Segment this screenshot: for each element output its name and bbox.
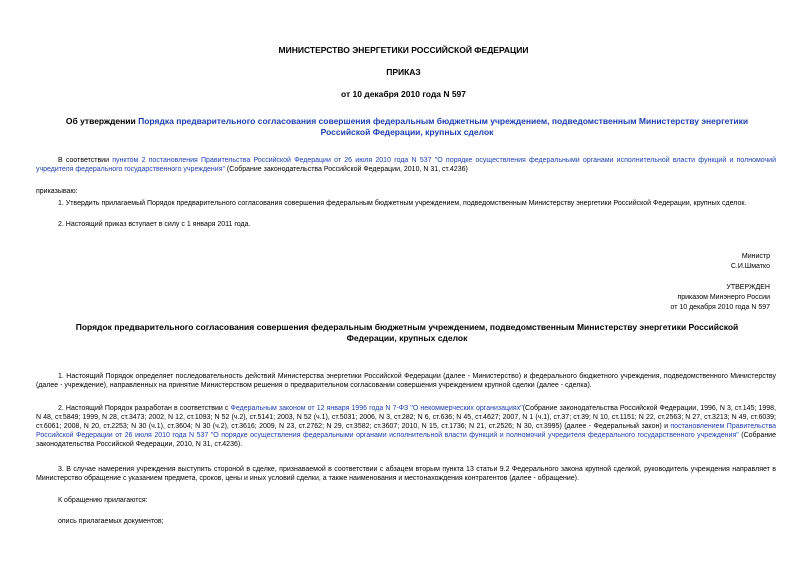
procedure-title: Порядок предварительного согласования совершения федеральным бюджетным учреждением, подведомственным Министерству энергетики Российской Федерации, крупных сделок xyxy=(75,322,739,343)
approval-word: УТВЕРЖДЕН xyxy=(726,284,770,291)
preamble-tail: (Собрание законодательства Российской Федерации, 2010, N 31, ст.4236) xyxy=(224,166,468,173)
order-item-2: 2. Настоящий приказ вступает в силу с 1 января 2011 года. xyxy=(58,221,251,228)
order-word: приказываю: xyxy=(36,188,78,195)
date-number-heading: от 10 декабря 2010 года N 597 xyxy=(340,89,467,99)
procedure-paragraph-2 xyxy=(36,404,776,449)
procedure-paragraph-5: опись прилагаемых документов; xyxy=(58,518,164,525)
order-title xyxy=(52,116,762,138)
approval-line-2: от 10 декабря 2010 года N 597 xyxy=(670,304,770,311)
p2-tail: (Собрание законодательства Российской Федерации, 2010, N 31, ст.4236). xyxy=(36,432,776,448)
order-item-1: 1. Утвердить прилагаемый Порядок предварительного согласования совершения федеральным бюджетным учреждением, подведомственным Министерству энергетики Российской Федерации, крупных сделок. xyxy=(58,200,747,207)
doc-type-heading: ПРИКАЗ xyxy=(386,67,421,77)
preamble-link-resolution[interactable]: пунктом 2 постановления Правительства Российской Федерации от 26 июля 2010 года N 537 "О порядке осуществления федеральными органами исполнительной власти функций и полномочий учредителя федерального государственного учреждения" xyxy=(36,157,776,173)
p2-link-federal-law[interactable]: Федеральным законом от 12 января 1996 года N 7-ФЗ "О некоммерческих организациях" xyxy=(230,405,523,412)
preamble xyxy=(36,156,776,174)
p2-link-resolution[interactable]: постановлением Правительства Российской Федерации от 26 июля 2010 года N 537 "О порядке осуществления федеральными органами исполнительной власти функций и полномочий учредителя федерального государственного учреждения" xyxy=(36,423,776,439)
procedure-paragraph-1: 1. Настоящий Порядок определяет последовательность действий Министерства энергетики Российской Федерации (далее - Министерство) и федерального бюджетного учреждения, подведомственного Министерству (далее - учреждение), направленных на принятие Министерством решения о предварительном согласовании совершения учреждением крупной сделки (далее - сделка). xyxy=(36,373,776,389)
order-title-link[interactable]: Порядка предварительного согласования совершения федеральным бюджетным учреждением, подведомственным Министерству энергетики Российской Федерации, крупных сделок xyxy=(138,116,749,137)
preamble-intro: В соответствии xyxy=(58,157,113,164)
procedure-paragraph-4: К обращению прилагаются: xyxy=(58,497,148,504)
p2-intro: 2. Настоящий Порядок разработан в соответствии с xyxy=(58,405,231,412)
order-title-prefix: Об утверждении xyxy=(65,116,139,126)
p2-sources: (Собрание законодательства Российской Федерации, 1996, N 3, ст.145; 1998, N 48, ст.5849; 1999, N 28, ст.3473; 2002, N 12, ст.1093; N 52 (ч.2), ст.5141; 2003, N 52 (ч.1), ст.5031; 2006, N 3, ст.282; N 6, ст.636; N 45, ст.4627; 2007, N 1 (ч.1), ст.37; ст.39; N 10, ст.1151; N 22, ст.2563; N 27, ст.3213; N 49, ст.6039; ст.6061; 2008, N 20, ст.2253; N 30 (ч.1), ст.3604; N 30 (ч.2), ст.3616; 2009, N 23, ст.2762; N 29, ст.3582; ст.3607; 2010, N 15, ст.1736; N 21, ст.2526; N 30, ст.3995) (далее - Федеральный закон) и xyxy=(36,405,777,430)
approval-line-1: приказом Минэнерго России xyxy=(677,294,770,301)
signature-name: С.И.Шматко xyxy=(730,263,770,270)
ministry-heading: МИНИСТЕРСТВО ЭНЕРГЕТИКИ РОССИЙСКОЙ ФЕДЕРАЦИИ xyxy=(278,45,529,55)
signature-position: Министр xyxy=(741,253,770,260)
procedure-paragraph-3: 3. В случае намерения учреждения выступить стороной в сделке, признаваемой в соответствии с абзацем вторым пункта 13 статьи 9.2 Федерального закона крупной сделкой, руководитель учреждения направляет в Министерство обращение с указанием предмета, сроков, цены и иных условий сделки, а также наименования и местонахождения контрагентов (далее - обращение). xyxy=(36,466,776,482)
